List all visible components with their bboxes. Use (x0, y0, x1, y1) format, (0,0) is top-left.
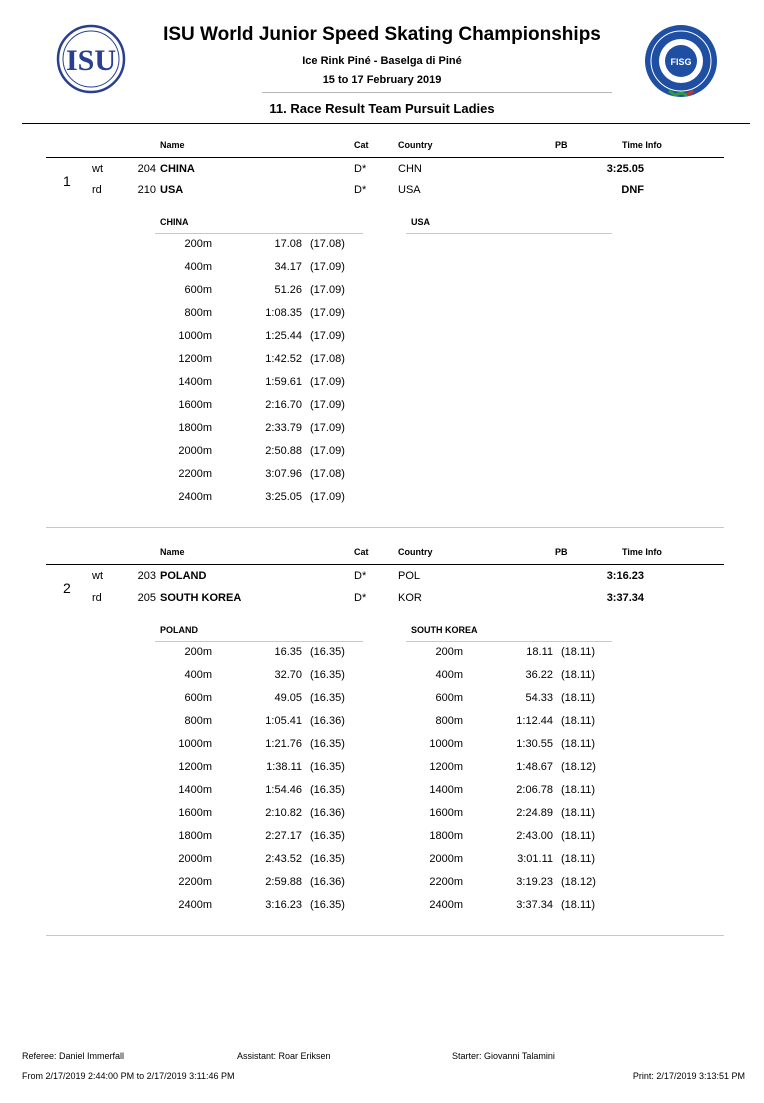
isu-logo-text: ISU (65, 44, 117, 77)
split-time: 2:43.00 (516, 830, 553, 842)
split-lap: (16.35) (310, 899, 345, 911)
category: D* (354, 592, 367, 604)
split-lap: (17.09) (310, 445, 345, 457)
split-distance: 1200m (429, 761, 463, 773)
championship-title: ISU World Junior Speed Skating Championships (163, 24, 601, 45)
split-time: 2:27.17 (265, 830, 302, 842)
lane: rd (92, 184, 102, 196)
split-distance: 2200m (178, 468, 212, 480)
rank: 1 (63, 173, 71, 189)
split-rule (406, 233, 612, 234)
team-split-label: CHINA (160, 217, 189, 227)
split-distance: 600m (184, 284, 212, 296)
split-lap: (16.35) (310, 669, 345, 681)
title-rule (22, 123, 750, 124)
split-distance: 400m (435, 669, 463, 681)
split-lap: (17.08) (310, 353, 345, 365)
split-time: 3:37.34 (516, 899, 553, 911)
country: USA (398, 184, 421, 196)
country: POL (398, 570, 421, 582)
split-time: 3:25.05 (265, 491, 302, 503)
split-time: 3:19.23 (516, 876, 553, 888)
split-lap: (16.36) (310, 715, 345, 727)
split-distance: 200m (435, 646, 463, 658)
bib: 205 (137, 592, 156, 604)
team-split-label: USA (411, 217, 431, 227)
race-title: 11. Race Result Team Pursuit Ladies (269, 101, 495, 116)
split-lap: (17.08) (310, 238, 345, 250)
split-time: 1:25.44 (265, 330, 302, 342)
split-lap: (16.36) (310, 876, 345, 888)
split-lap: (17.09) (310, 491, 345, 503)
split-lap: (16.36) (310, 807, 345, 819)
split-distance: 1600m (429, 807, 463, 819)
split-time: 2:06.78 (516, 784, 553, 796)
split-lap: (17.09) (310, 376, 345, 388)
col-cat: Cat (354, 547, 369, 557)
split-distance: 800m (435, 715, 463, 727)
final-time: 3:16.23 (606, 570, 644, 582)
rank: 2 (63, 580, 71, 596)
team-name: POLAND (160, 570, 207, 582)
split-time: 1:05.41 (265, 715, 302, 727)
split-time: 32.70 (274, 669, 302, 681)
split-time: 1:30.55 (516, 738, 553, 750)
country: KOR (398, 592, 422, 604)
col-pb: PB (555, 547, 568, 557)
final-time: 3:37.34 (606, 592, 644, 604)
final-time: DNF (621, 184, 644, 196)
split-rule (155, 233, 363, 234)
split-time: 3:01.11 (517, 853, 553, 865)
split-distance: 600m (435, 692, 463, 704)
split-time: 51.26 (274, 284, 302, 296)
split-distance: 1200m (178, 353, 212, 365)
split-lap: (18.11) (561, 669, 596, 681)
split-time: 3:16.23 (265, 899, 302, 911)
split-distance: 800m (184, 715, 212, 727)
split-lap: (16.35) (310, 853, 345, 865)
split-distance: 600m (184, 692, 212, 704)
final-time: 3:25.05 (606, 163, 644, 175)
split-distance: 1400m (429, 784, 463, 796)
col-time-info: Time Info (622, 547, 662, 557)
category: D* (354, 184, 367, 196)
split-lap: (18.11) (561, 807, 596, 819)
column-rule (46, 157, 724, 158)
split-distance: 2400m (178, 491, 212, 503)
col-cat: Cat (354, 140, 369, 150)
team-name: CHINA (160, 163, 195, 175)
split-distance: 2000m (429, 853, 463, 865)
split-lap: (18.12) (561, 876, 596, 888)
split-lap: (16.35) (310, 692, 345, 704)
split-lap: (18.11) (561, 715, 596, 727)
split-lap: (18.11) (561, 853, 596, 865)
split-time: 1:38.11 (266, 761, 302, 773)
starter: Starter: Giovanni Talamini (452, 1051, 555, 1061)
split-distance: 200m (184, 646, 212, 658)
split-lap: (16.35) (310, 761, 345, 773)
split-time: 2:59.88 (265, 876, 302, 888)
split-time: 2:24.89 (516, 807, 553, 819)
split-lap: (18.12) (561, 761, 596, 773)
header-divider (262, 92, 612, 93)
col-country: Country (398, 547, 433, 557)
venue: Ice Rink Piné - Baselga di Piné (302, 55, 462, 67)
print-time: Print: 2/17/2019 3:13:51 PM (632, 1071, 745, 1081)
split-distance: 2200m (429, 876, 463, 888)
split-distance: 1800m (178, 830, 212, 842)
split-lap: (17.09) (310, 261, 345, 273)
split-distance: 2400m (178, 899, 212, 911)
col-pb: PB (555, 140, 568, 150)
split-time: 3:07.96 (265, 468, 302, 480)
category: D* (354, 570, 367, 582)
lane: wt (92, 163, 103, 175)
split-lap: (16.35) (310, 830, 345, 842)
split-time: 1:59.61 (265, 376, 302, 388)
split-distance: 400m (184, 669, 212, 681)
assistant: Assistant: Roar Eriksen (237, 1051, 331, 1061)
bib: 210 (137, 184, 156, 196)
split-lap: (17.09) (310, 307, 345, 319)
split-lap: (17.09) (310, 284, 345, 296)
split-distance: 1200m (178, 761, 212, 773)
lane: wt (92, 570, 103, 582)
split-time: 2:10.82 (265, 807, 302, 819)
split-time: 36.22 (525, 669, 553, 681)
split-distance: 1800m (178, 422, 212, 434)
split-rule (155, 641, 363, 642)
split-time: 16.35 (274, 646, 302, 658)
split-rule (406, 641, 612, 642)
split-time: 2:16.70 (265, 399, 302, 411)
split-distance: 1800m (429, 830, 463, 842)
split-distance: 800m (184, 307, 212, 319)
split-time: 34.17 (274, 261, 302, 273)
country: CHN (398, 163, 422, 175)
team-split-label: POLAND (160, 625, 198, 635)
split-distance: 1000m (429, 738, 463, 750)
bib: 204 (137, 163, 156, 175)
split-time: 1:54.46 (265, 784, 302, 796)
split-time: 2:43.52 (265, 853, 302, 865)
split-distance: 1400m (178, 784, 212, 796)
split-lap: (16.35) (310, 784, 345, 796)
split-lap: (17.09) (310, 399, 345, 411)
team-split-label: SOUTH KOREA (411, 625, 478, 635)
split-distance: 2000m (178, 853, 212, 865)
bib: 203 (137, 570, 156, 582)
column-rule (46, 564, 724, 565)
split-time: 17.08 (274, 238, 302, 250)
split-distance: 1400m (178, 376, 212, 388)
split-lap: (17.09) (310, 330, 345, 342)
split-lap: (18.11) (561, 692, 596, 704)
split-distance: 1000m (178, 738, 212, 750)
split-time: 2:33.79 (265, 422, 302, 434)
col-name: Name (160, 547, 185, 557)
split-time: 1:21.76 (265, 738, 302, 750)
split-lap: (18.11) (561, 784, 596, 796)
referee: Referee: Daniel Immerfall (22, 1051, 125, 1061)
team-name: USA (160, 184, 184, 196)
event-dates: 15 to 17 February 2019 (322, 74, 442, 86)
split-distance: 2200m (178, 876, 212, 888)
split-distance: 1600m (178, 807, 212, 819)
split-lap: (18.11) (561, 738, 596, 750)
fisg-logo-text: FISG (670, 57, 692, 67)
split-lap: (18.11) (561, 830, 596, 842)
split-time: 1:48.67 (516, 761, 553, 773)
split-time: 1:08.35 (265, 307, 302, 319)
split-time: 49.05 (274, 692, 302, 704)
col-time-info: Time Info (622, 140, 662, 150)
split-lap: (16.35) (310, 738, 345, 750)
split-distance: 1600m (178, 399, 212, 411)
split-distance: 200m (184, 238, 212, 250)
split-lap: (18.11) (561, 646, 596, 658)
col-country: Country (398, 140, 433, 150)
split-time: 1:42.52 (265, 353, 302, 365)
split-lap: (17.09) (310, 422, 345, 434)
split-time: 54.33 (525, 692, 553, 704)
split-lap: (17.08) (310, 468, 345, 480)
time-period: From 2/17/2019 2:44:00 PM to 2/17/2019 3:11:46 PM (22, 1071, 235, 1081)
split-distance: 400m (184, 261, 212, 273)
split-distance: 2400m (429, 899, 463, 911)
split-time: 1:12.44 (516, 715, 553, 727)
heat-separator (46, 935, 724, 936)
split-time: 2:50.88 (265, 445, 302, 457)
heat-separator (46, 527, 724, 528)
split-distance: 2000m (178, 445, 212, 457)
split-lap: (16.35) (310, 646, 345, 658)
team-name: SOUTH KOREA (160, 592, 242, 604)
split-distance: 1000m (178, 330, 212, 342)
split-lap: (18.11) (561, 899, 596, 911)
col-name: Name (160, 140, 185, 150)
category: D* (354, 163, 367, 175)
lane: rd (92, 592, 102, 604)
split-time: 18.11 (526, 646, 553, 658)
